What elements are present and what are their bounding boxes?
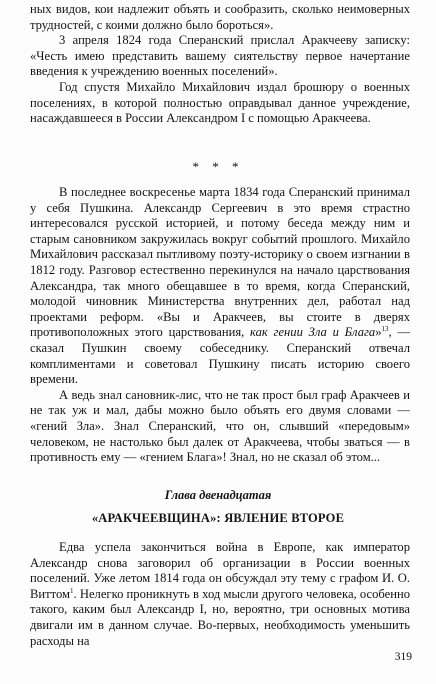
chapter-title: «АРАКЧЕЕВЩИНА»: ЯВЛЕНИЕ ВТОРОЕ bbox=[91, 511, 345, 525]
section-separator: * * * bbox=[192, 159, 244, 174]
pushkin-text-start: В последнее воскресенье марта 1834 года Сперанский принимал у себя Пушкина. Александр Сергеевич в это время страстно интересовался русской историей, и потому беседа между ним и старым сановником закружилась вокруг событий прошлого. Михайло Михайлович рассказал пытливому поэту-историку о своем изгнании в 1812 году. Разговор естественно перекинулся на начало царствования Александра, так много обещавшее в то время, когда Сперанский, молодой чиновник Министерства внутренних дел, работал над проектами реформ. «Вы и Аракчеев, вы стоите в дверях противоположных этого царствования, bbox=[30, 185, 410, 340]
footnote-ref-1: 1 bbox=[70, 586, 74, 595]
paragraph-april-1824: 3 апреля 1824 года Сперанский прислал Аракчееву записку: «Честь имею представить вашему сиятельству первое начертание введения к учреждению военных поселений». bbox=[30, 33, 410, 79]
chapter-text-block bbox=[30, 540, 410, 649]
paragraph-brochure: Год спустя Михайло Михайлович издал брошюру о военных поселениях, в которой полностью оправдывал данное учреждение, насаждавшееся в России Александром I с помощью Аракчеева. bbox=[30, 79, 410, 126]
chapter-label: Глава двенадцатая bbox=[164, 488, 272, 502]
chapter-text-start: Едва успела закончиться война в Европе, как император Александр снова заговорил об организации в России военных поселений. Уже летом 1814 года он обсуждал эту тему с графом И. О. Виттом bbox=[30, 540, 410, 601]
paragraph-sly-dignitary: А ведь знал сановник-лис, что не так прост был граф Аракчеев и не так уж и мал, дабы можно было объять его двумя словами — «гений Зла». Знал Сперанский, что он, слывший «передовым» человеком, не настолько был далек от Аракчеева, чтобы зваться — в противность ему — «гением Блага»! Знал, но не сказал об этом... bbox=[30, 387, 410, 465]
pushkin-quote-close: » bbox=[375, 325, 382, 340]
pushkin-quote-italic: как гении Зла и Блага bbox=[250, 325, 376, 340]
footnote-ref-13: 13 bbox=[381, 325, 389, 334]
chapter-text-end: . Нелегко проникнуть в ход мысли другого человека, особенно такого, каким был Александр I, но, вероятно, три основных мотива двигали им в данном случае. Во-первых, необходимость уменьшить расходы на bbox=[30, 586, 410, 648]
paragraph-continuation: ных видов, кои надлежит объять и сообразить, сколько неимоверных трудностей, с коими должно было бороться». bbox=[30, 2, 410, 32]
page-number: 319 bbox=[394, 651, 412, 663]
paragraph-pushkin-visit bbox=[30, 185, 410, 388]
pushkin-text-end: , — сказал Пушкин своему собеседнику. Сперанский отвечал комплиментами и советовал Пушкину писать историю своего времени. bbox=[30, 325, 411, 387]
top-text-block bbox=[30, 2, 410, 127]
paragraph-military-settlements bbox=[30, 540, 410, 649]
middle-text-block bbox=[30, 185, 410, 466]
